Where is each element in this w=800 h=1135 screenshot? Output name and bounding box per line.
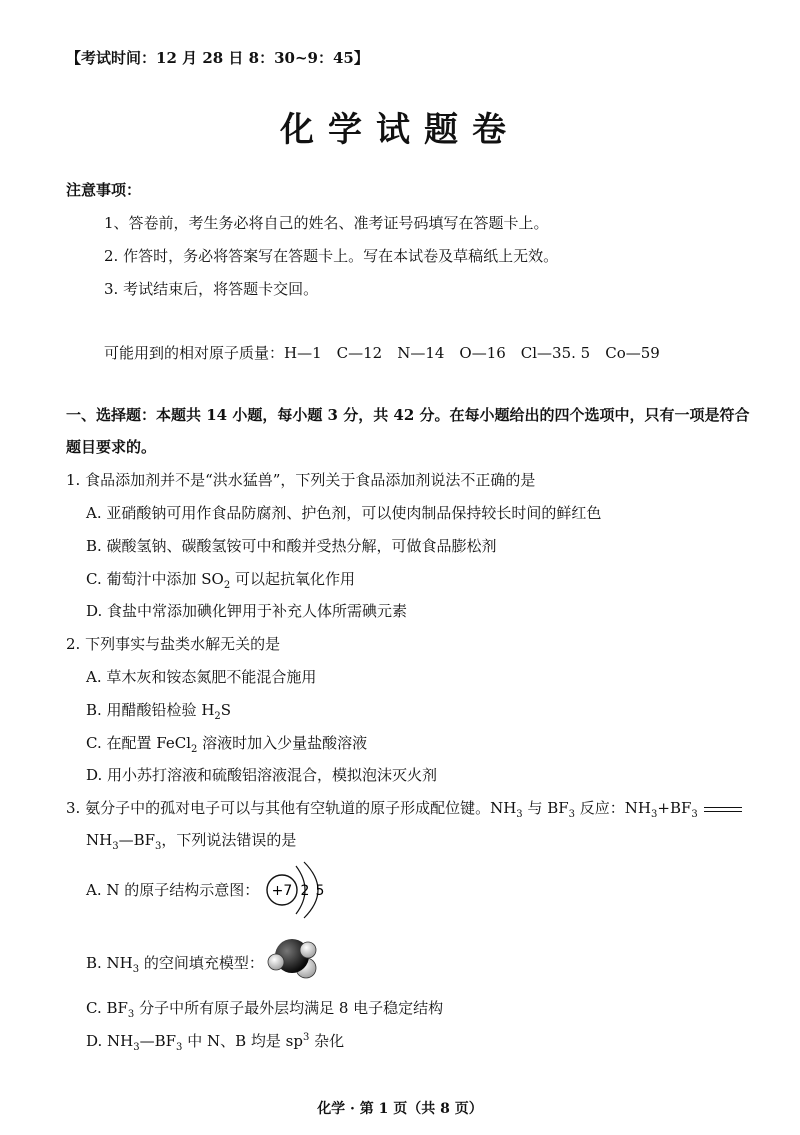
q3-stem-a: 3. 氨分子中的孤对电子可以与其他有空轨道的原子形成配位键。NH xyxy=(66,799,517,817)
q1-option-c xyxy=(86,569,355,589)
section-heading: 一、选择题：本题共 14 小题，每小题 3 分，共 42 分。在每小题给出的四个选项中，只有一项是符合 xyxy=(66,406,750,424)
q2-option-d: D. 用小苏打溶液和硫酸铝溶液混合，模拟泡沫灭火剂 xyxy=(86,766,438,784)
hydrogen-atom xyxy=(268,954,284,970)
q3-c-post: 分子中所有原子最外层均满足 8 电子稳定结构 xyxy=(134,999,444,1017)
q3-sub: 3 xyxy=(133,1042,140,1053)
atomic-mass-line: 可能用到的相对原子质量：H—1 C—12 N—14 O—16 Cl—35. 5 Co—59 xyxy=(104,344,660,362)
q3-sub: 3 xyxy=(651,809,658,820)
q2-option-a: A. 草木灰和铵态氮肥不能混合施用 xyxy=(86,668,317,686)
q3-stem2-c: ，下列说法错误的是 xyxy=(161,831,297,849)
q2-c-pre: C. 在配置 FeCl xyxy=(86,734,191,752)
notice-item: 2. 作答时，务必将答案写在答题卡上。写在本试卷及草稿纸上无效。 xyxy=(104,247,559,265)
q2-c-post: 溶液时加入少量盐酸溶液 xyxy=(197,734,368,752)
reaction-arrow-equals xyxy=(704,807,742,812)
notice-item: 1、答卷前，考生务必将自己的姓名、准考证号码填写在答题卡上。 xyxy=(104,214,549,232)
question-3-stem-line1 xyxy=(66,798,742,818)
q3-sub: 3 xyxy=(691,809,698,820)
q3-a-label: A. N 的原子结构示意图： xyxy=(86,881,260,899)
exam-time: 【考试时间：12 月 28 日 8：30~9：45】 xyxy=(66,49,369,67)
q2-b-post: S xyxy=(220,701,232,719)
q3-stem2-a: NH xyxy=(86,831,113,849)
nh3-space-filling-model xyxy=(266,934,328,984)
q3-b-post: 的空间填充模型： xyxy=(139,954,264,972)
page-footer: 化学 · 第 1 页（共 8 页） xyxy=(317,1101,483,1117)
q1-option-b: B. 碳酸氢钠、碳酸氢铵可中和酸并受热分解，可做食品膨松剂 xyxy=(86,537,497,555)
q3-stem-d: +BF xyxy=(657,799,692,817)
q1-option-d: D. 食盐中常添加碘化钾用于补充人体所需碘元素 xyxy=(86,602,408,620)
q3-b-pre: B. NH xyxy=(86,954,133,972)
question-3-stem-line2 xyxy=(86,830,296,850)
q3-option-a xyxy=(86,880,259,900)
q3-d-mid2: 中 N、B 均是 sp xyxy=(182,1032,303,1050)
q3-stem-b: 与 BF xyxy=(522,799,569,817)
question-1-stem: 1. 食品添加剂并不是“洪水猛兽”，下列关于食品添加剂说法不正确的是 xyxy=(66,471,536,489)
q3-stem-c: 反应：NH xyxy=(575,799,651,817)
q2-option-c xyxy=(86,733,367,753)
q3-sub: 3 xyxy=(127,1009,135,1020)
q3-sub: 3 xyxy=(132,964,140,975)
shell-1-electrons: 2 xyxy=(300,883,310,899)
page-title: 化学试题卷 xyxy=(280,110,520,150)
q1-c-pre: C. 葡萄汁中添加 SO xyxy=(86,570,224,588)
hydrogen-atom xyxy=(300,942,316,958)
q3-sub: 3 xyxy=(516,809,523,820)
q3-d-pre: D. NH xyxy=(86,1032,134,1050)
q3-option-c xyxy=(86,998,443,1018)
q2-b-pre: B. 用醋酸铅检验 H xyxy=(86,701,215,719)
q3-d-mid: —BF xyxy=(139,1032,177,1050)
q3-sub: 3 xyxy=(112,841,119,852)
shell-2-electrons: 5 xyxy=(315,883,325,899)
q2-option-b xyxy=(86,700,231,720)
notice-heading: 注意事项： xyxy=(66,181,142,199)
question-2-stem: 2. 下列事实与盐类水解无关的是 xyxy=(66,635,281,653)
q3-option-d xyxy=(86,1031,344,1051)
q1-c-post: 可以起抗氧化作用 xyxy=(230,570,355,588)
q1-c-sub: 2 xyxy=(223,580,231,591)
q3-c-pre: C. BF xyxy=(86,999,128,1017)
section-heading-cont: 题目要求的。 xyxy=(66,438,157,456)
q3-sub: 3 xyxy=(568,809,576,820)
q3-d-post: 杂化 xyxy=(309,1032,345,1050)
q1-option-a: A. 亚硝酸钠可用作食品防腐剂、护色剂，可以使肉制品保持较长时间的鲜红色 xyxy=(86,504,602,522)
q3-sub: 3 xyxy=(176,1042,183,1053)
q3-option-b xyxy=(86,953,264,973)
q3-stem2-b: —BF xyxy=(118,831,156,849)
q2-b-sub: 2 xyxy=(214,711,221,722)
nitrogen-atom-diagram xyxy=(262,858,342,922)
notice-item: 3. 考试结束后，将答题卡交回。 xyxy=(104,280,319,298)
q3-sub: 3 xyxy=(155,841,162,852)
q3-d-sup: 3 xyxy=(302,1032,310,1043)
q2-c-sub: 2 xyxy=(191,744,198,755)
nucleus-charge: +7 xyxy=(271,883,293,899)
